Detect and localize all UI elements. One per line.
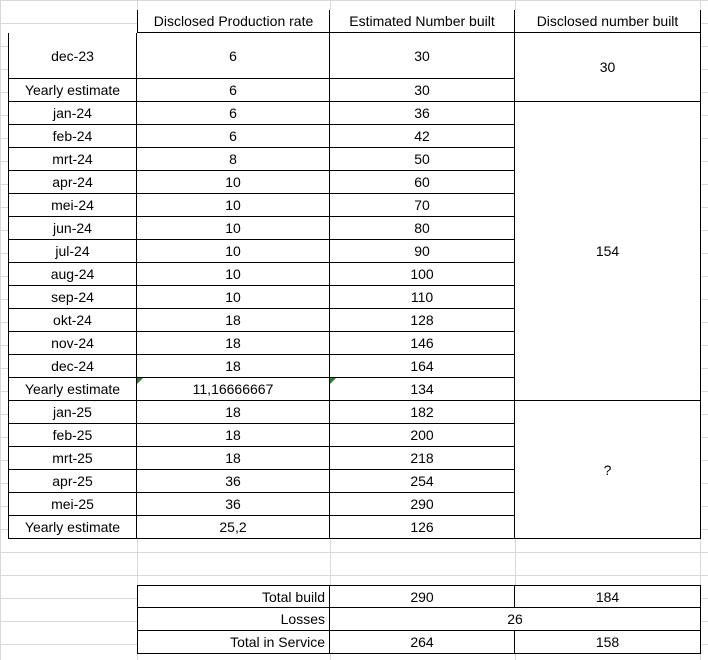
disclosed-cell-2023[interactable]: 30 — [515, 33, 701, 102]
row-label-cell[interactable]: aug-24 — [8, 263, 137, 286]
rate-cell[interactable]: 18 — [137, 332, 330, 355]
estimate-cell[interactable] — [330, 378, 515, 401]
total-build-estimated[interactable]: 290 — [330, 585, 515, 608]
row-label-cell[interactable]: apr-25 — [8, 470, 137, 493]
estimate-cell[interactable]: 30 — [330, 79, 515, 102]
rate-cell[interactable]: 8 — [137, 148, 330, 171]
rate-cell[interactable]: 10 — [137, 171, 330, 194]
error-indicator-icon — [330, 378, 336, 384]
row-label-cell[interactable]: jan-25 — [8, 401, 137, 424]
rate-cell[interactable]: 6 — [137, 102, 330, 125]
row-label-cell[interactable]: jul-24 — [8, 240, 137, 263]
estimate-cell[interactable]: 80 — [330, 217, 515, 240]
total-service-label[interactable]: Total in Service — [137, 631, 330, 654]
row-label-cell[interactable]: apr-24 — [8, 171, 137, 194]
row-label-cell[interactable]: mrt-24 — [8, 148, 137, 171]
rate-cell[interactable]: 10 — [137, 194, 330, 217]
losses-value[interactable]: 26 — [330, 608, 701, 631]
estimate-cell[interactable]: 60 — [330, 171, 515, 194]
estimate-cell[interactable]: 290 — [330, 493, 515, 516]
estimate-cell[interactable]: 70 — [330, 194, 515, 217]
row-label-cell[interactable]: Yearly estimate — [8, 79, 137, 102]
row-label-cell[interactable]: feb-25 — [8, 424, 137, 447]
estimate-cell[interactable]: 90 — [330, 240, 515, 263]
estimate-cell[interactable]: 30 — [330, 33, 515, 79]
rate-cell[interactable]: 36 — [137, 470, 330, 493]
header-production-rate[interactable]: Disclosed Production rate — [137, 10, 330, 33]
rate-cell[interactable]: 36 — [137, 493, 330, 516]
row-label-cell[interactable]: dec-24 — [8, 355, 137, 378]
losses-label[interactable]: Losses — [137, 608, 330, 631]
rate-cell[interactable]: 10 — [137, 217, 330, 240]
estimate-cell[interactable]: 146 — [330, 332, 515, 355]
total-build-disclosed[interactable]: 184 — [515, 585, 701, 608]
disclosed-cell-2024[interactable]: 154 — [515, 102, 701, 401]
estimate-cell[interactable]: 164 — [330, 355, 515, 378]
row-label-cell[interactable]: mrt-25 — [8, 447, 137, 470]
rate-cell[interactable]: 6 — [137, 125, 330, 148]
row-label-cell[interactable]: mei-25 — [8, 493, 137, 516]
estimate-cell[interactable]: 110 — [330, 286, 515, 309]
header-estimated-built[interactable]: Estimated Number built — [330, 10, 515, 33]
rate-cell[interactable] — [137, 378, 330, 401]
error-indicator-icon — [137, 378, 143, 384]
row-label-cell[interactable]: jan-24 — [8, 102, 137, 125]
rate-cell[interactable]: 10 — [137, 286, 330, 309]
row-label-cell[interactable]: mei-24 — [8, 194, 137, 217]
rate-cell[interactable]: 6 — [137, 79, 330, 102]
row-label-cell[interactable]: feb-24 — [8, 125, 137, 148]
estimate-cell[interactable]: 128 — [330, 309, 515, 332]
estimate-value: 134 — [410, 381, 434, 397]
header-disclosed-built[interactable]: Disclosed number built — [515, 10, 701, 33]
row-label-cell[interactable]: nov-24 — [8, 332, 137, 355]
rate-cell[interactable]: 25,2 — [137, 516, 330, 539]
rate-value: 11,16666667 — [192, 381, 274, 397]
rate-cell[interactable]: 18 — [137, 447, 330, 470]
estimate-cell[interactable]: 218 — [330, 447, 515, 470]
rate-cell[interactable]: 6 — [137, 33, 330, 79]
row-label-cell[interactable]: dec-23 — [8, 33, 137, 79]
estimate-cell[interactable]: 100 — [330, 263, 515, 286]
total-service-disclosed[interactable]: 158 — [515, 631, 701, 654]
estimate-cell[interactable]: 126 — [330, 516, 515, 539]
estimate-cell[interactable]: 50 — [330, 148, 515, 171]
estimate-cell[interactable]: 182 — [330, 401, 515, 424]
rate-cell[interactable]: 10 — [137, 240, 330, 263]
estimate-cell[interactable]: 36 — [330, 102, 515, 125]
disclosed-cell-2025[interactable]: ? — [515, 401, 701, 539]
row-label-cell[interactable]: Yearly estimate — [8, 378, 137, 401]
estimate-cell[interactable]: 254 — [330, 470, 515, 493]
rate-cell[interactable]: 18 — [137, 355, 330, 378]
total-build-label[interactable]: Total build — [137, 585, 330, 608]
rate-cell[interactable]: 18 — [137, 401, 330, 424]
rate-cell[interactable]: 10 — [137, 263, 330, 286]
row-label-cell[interactable]: okt-24 — [8, 309, 137, 332]
estimate-cell[interactable]: 42 — [330, 125, 515, 148]
row-label-cell[interactable]: jun-24 — [8, 217, 137, 240]
total-service-estimated[interactable]: 264 — [330, 631, 515, 654]
rate-cell[interactable]: 18 — [137, 309, 330, 332]
row-label-cell[interactable]: Yearly estimate — [8, 516, 137, 539]
rate-cell[interactable]: 18 — [137, 424, 330, 447]
row-label-cell[interactable]: sep-24 — [8, 286, 137, 309]
estimate-cell[interactable]: 200 — [330, 424, 515, 447]
